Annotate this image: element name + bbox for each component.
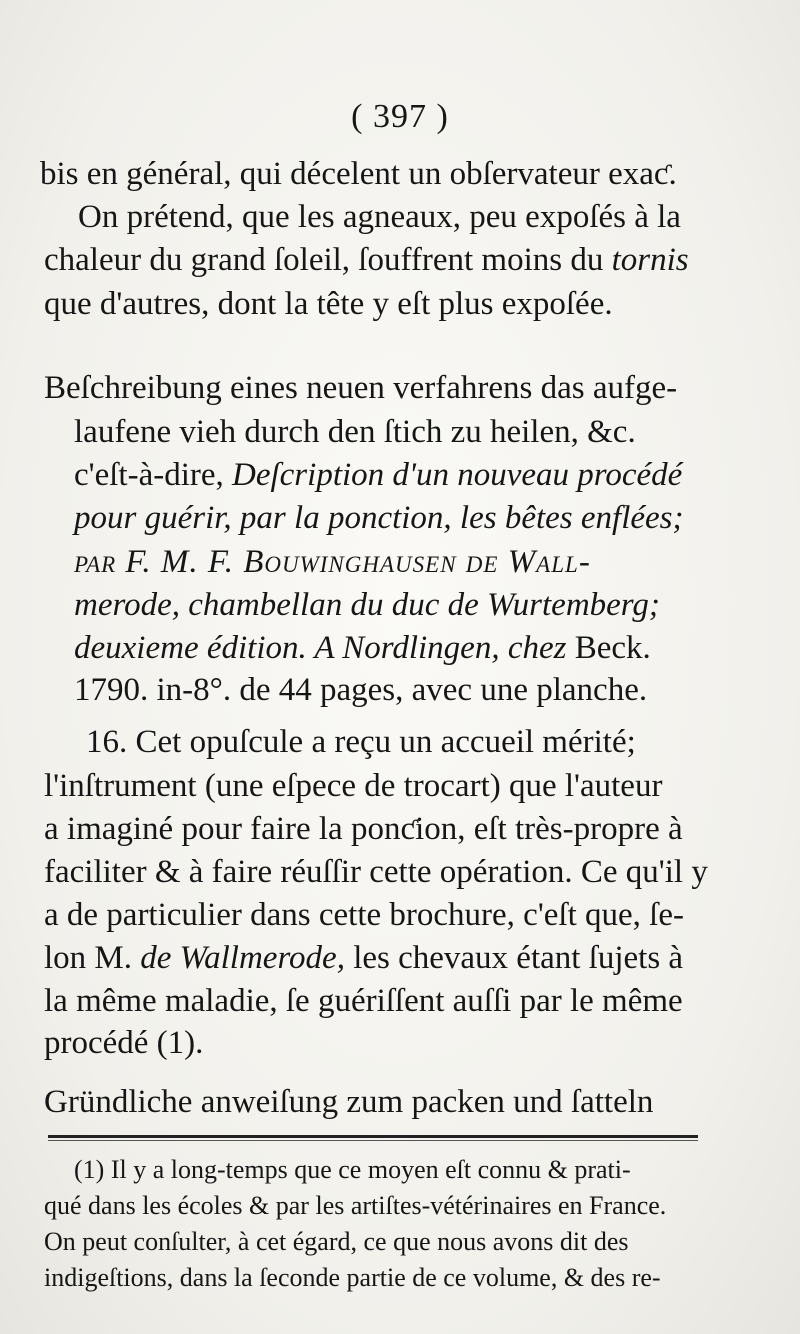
tornis-term: tornis — [611, 242, 689, 278]
book-author-line-2: merode, chambellan du duc de Wurtemberg; — [74, 587, 660, 623]
book-title-line-4: pour guérir, par la ponction, les bêtes enflées; — [74, 500, 684, 536]
para-16-line-2: l'inſtrument (une eſpece de trocart) que l'auteur — [44, 768, 663, 804]
para-16-line-1: 16. Cet opuſcule a reçu un accueil mérité; — [86, 724, 636, 760]
para-16-line-5: a de particulier dans cette brochure, c'eſt que, ſe- — [44, 897, 684, 933]
book-title-line-2: laufene vieh durch den ſtich zu heilen, &c. — [74, 414, 636, 450]
book-pages-line: 1790. in-8°. de 44 pages, avec une planche. — [74, 672, 648, 708]
para-16-line-3: a imaginé pour faire la ponƈion, eſt très-propre à — [44, 811, 683, 847]
edition-italic: deuxieme édition. A Nordlingen, chez — [74, 630, 567, 666]
book-edition-line — [74, 628, 651, 668]
text-line-3 — [44, 240, 689, 280]
cest-a-dire: c'eſt-à-dire, — [74, 457, 224, 493]
publisher-name: Beck. — [574, 630, 651, 666]
para-16-line-8: procédé (1). — [44, 1025, 204, 1061]
para-16-line-6 — [44, 938, 683, 978]
footnote-rule — [48, 1135, 698, 1138]
book-title-line-1: Beſchreibung eines neuen verfahrens das aufge- — [44, 370, 678, 406]
book-title-line-3 — [74, 455, 682, 495]
next-entry-title: Gründliche anweiſung zum packen und ſatteln — [44, 1084, 654, 1120]
text-line-3-roman: chaleur du grand ſoleil, ſouffrent moins du — [44, 242, 604, 278]
french-title-start: Deſcription d'un nouveau procédé — [232, 457, 683, 493]
text-line-2: On prétend, que les agneaux, peu expoſés à la — [78, 199, 681, 235]
para-16-line-7: la même maladie, ſe guériſſent auſſi par le même — [44, 983, 683, 1019]
para-16-line-4: faciliter & à faire réuſſir cette opération. Ce qu'il y — [44, 854, 708, 890]
footnote-line-1: (1) Il y a long-temps que ce moyen eſt connu & prati- — [74, 1155, 631, 1184]
para-16-line-6-rest: les chevaux étant ſujets à — [353, 940, 684, 976]
page-number: ( 397 ) — [351, 98, 449, 135]
book-author-line-1: par F. M. F. Bouwinghausen de Wall- — [74, 544, 591, 580]
footnote-line-4: indigeſtions, dans la ſeconde partie de ce volume, & des re- — [44, 1263, 661, 1292]
wallmerode-name: de Wallmerode, — [140, 940, 345, 976]
footnote-rule-thin — [48, 1140, 698, 1141]
footnote-line-3: On peut conſulter, à cet égard, ce que nous avons dit des — [44, 1227, 629, 1256]
text-line-4: que d'autres, dont la tête y eſt plus expoſée. — [44, 286, 613, 322]
text-line-1: bis en général, qui décelent un obſervateur exaƈ. — [40, 156, 677, 192]
lon-m: lon M. — [44, 940, 133, 976]
footnote-line-2: qué dans les écoles & par les artiſtes-vétérinaires en France. — [44, 1191, 667, 1220]
